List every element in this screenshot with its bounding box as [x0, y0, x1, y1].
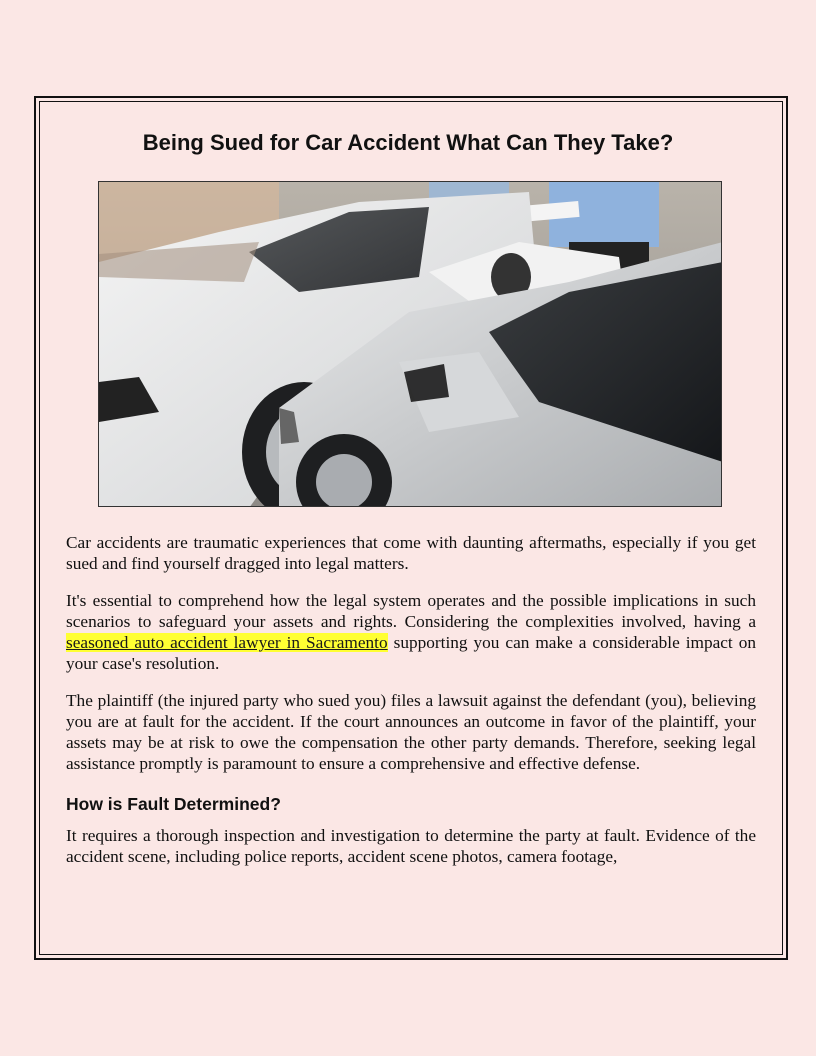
paragraph-legal-system [66, 590, 756, 674]
page-title: Being Sued for Car Accident What Can They Take? [142, 130, 674, 155]
paragraph-intro: Car accidents are traumatic experiences that come with daunting aftermaths, especially if you get sued and find yourself dragged into legal matters. [66, 533, 756, 573]
section-heading-fault: How is Fault Determined? [66, 794, 281, 814]
paragraph-text: It's essential to comprehend how the legal system operates and the possible implications in such scenarios to safeguard your assets and rights. Considering the complexities involved, having a [66, 591, 756, 631]
lawyer-link[interactable]: seasoned auto accident lawyer in Sacramento [66, 633, 388, 652]
paragraph-fault: It requires a thorough inspection and investigation to determine the party at fault. Evidence of the accident scene, including police reports, accident scene photos, camera footage, [66, 826, 756, 866]
paragraph-plaintiff: The plaintiff (the injured party who sued you) files a lawsuit against the defendant (you), believing you are at fault for the accident. If the court announces an outcome in favor of the plaintiff, your assets may be at risk to owe the compensation the other party demands. Therefore, seeking legal assistance promptly is paramount to ensure a comprehensive and effective defense. [66, 691, 756, 773]
paragraph-text: supporting you can make a considerable impact on your case's resolution. [66, 633, 756, 673]
article-body [66, 532, 756, 883]
car-accident-photo [98, 181, 722, 507]
